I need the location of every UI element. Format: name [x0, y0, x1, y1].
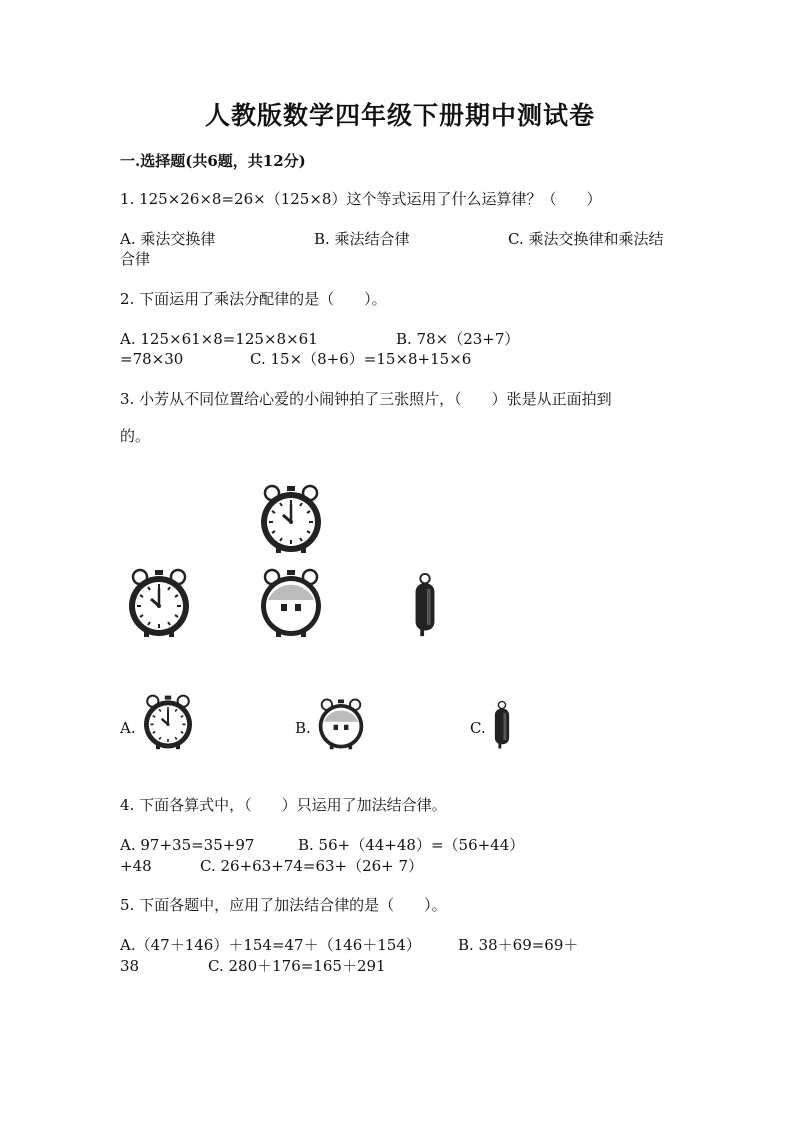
clock-front-view-image — [124, 568, 194, 638]
question-1-option-b: B. 乘法结合律 — [314, 230, 410, 248]
question-4-option-b: B. 56+（44+48）=（56+44） — [298, 836, 525, 854]
clock-side-view-image — [410, 572, 440, 638]
question-1-option-c-cont: 合律 — [120, 250, 151, 268]
question-1-option-a: A. 乘法交换律 — [120, 230, 216, 248]
question-2-stem: 2. 下面运用了乘法分配律的是（ ）。 — [120, 290, 387, 308]
question-5-stem: 5. 下面各题中，应用了加法结合律的是（ ）。 — [120, 896, 447, 914]
question-2-option-c: C. 15×（8+6）=15×8+15×6 — [250, 350, 472, 368]
clock-back-view-image — [256, 568, 326, 638]
option-c-clock-image — [490, 700, 514, 750]
page-title: 人教版数学四年级下册期中测试卷 — [204, 101, 595, 130]
question-5-option-b-cont: 38 — [120, 957, 140, 975]
question-3-option-c-label: C. — [470, 719, 486, 737]
question-3-option-a-label: A. — [120, 719, 136, 737]
question-4-option-c: C. 26+63+74=63+（26+ 7） — [200, 857, 424, 875]
question-5-option-c: C. 280＋176=165＋291 — [208, 957, 386, 975]
question-3-stem-cont: 的。 — [120, 427, 151, 445]
question-5-option-b: B. 38＋69=69＋ — [458, 936, 579, 954]
question-5-option-a: A.（47＋146）＋154=47＋（146＋154） — [120, 936, 421, 954]
option-a-clock-image — [140, 694, 196, 750]
question-2-option-a: A. 125×61×8=125×8×61 — [120, 330, 318, 348]
section-heading: 一.选择题(共6题，共12分) — [120, 152, 306, 170]
question-2-option-b: B. 78×（23+7） — [396, 330, 520, 348]
question-4-stem: 4. 下面各算式中，（ ）只运用了加法结合律。 — [120, 796, 447, 814]
question-4-option-b-cont: +48 — [120, 857, 152, 875]
question-3-option-b-label: B. — [295, 719, 311, 737]
option-b-clock-image — [315, 698, 367, 750]
question-3-stem: 3. 小芳从不同位置给心爱的小闹钟拍了三张照片，（ ）张是从正面拍到 — [120, 390, 612, 408]
question-1-option-c: C. 乘法交换律和乘法结 — [508, 230, 664, 248]
question-4-option-a: A. 97+35=35+97 — [120, 836, 255, 854]
question-1-stem: 1. 125×26×8=26×（125×8）这个等式运用了什么运算律？（ ） — [120, 190, 602, 208]
clock-top-view-image — [256, 484, 326, 554]
question-2-option-b-cont: =78×30 — [120, 350, 184, 368]
